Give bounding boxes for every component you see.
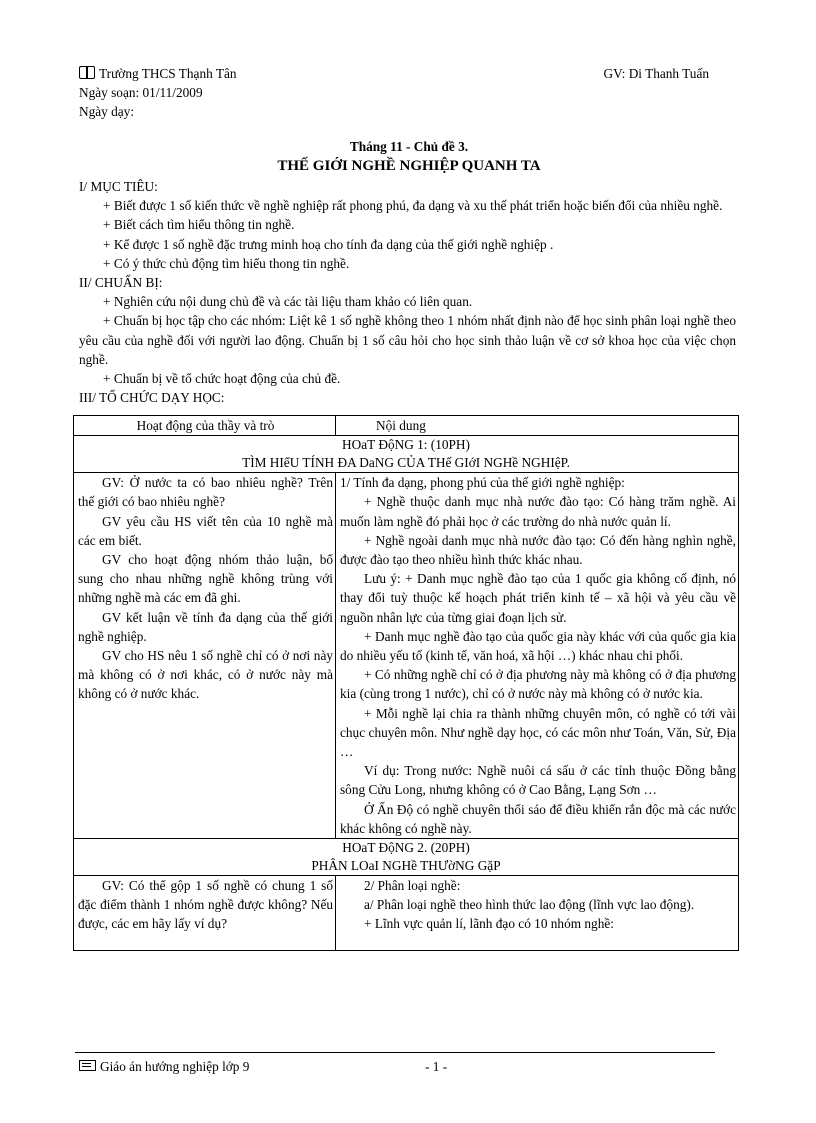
activity2-title: HOaT ĐộNG 2. (20PH) [342,840,470,856]
preparation-item: + Chuẩn bị học tập cho các nhóm: Liệt kê 1 số nghề không theo 1 nhóm nhất định nào để học sinh phân loại nghề theo yêu cầu của nghề đối với người lao động. Chuẩn bị 1 số câu hỏi cho học sinh thảo luận về cơ sở khoa học của việc chọn nghề. [79,313,736,367]
activity1-title-row [74,436,739,473]
section-heading-organization: III/ TỔ CHỨC DẠY HỌC: [79,390,225,406]
teacher-step: GV: Ở nước ta có bao nhiêu nghề? Trên thế giới có bao nhiêu nghề? [78,475,333,510]
teacher-step: GV yêu cầu HS viết tên của 10 nghề mà các em biết. [78,513,333,548]
content-item: + Danh mục nghề đào tạo của quốc gia này khác với của quốc gia kia do nhiều yếu tố (kinh tế, văn hoá, xã hội …) khác nhau chi phối. [340,628,736,664]
section-heading-objectives: I/ MỤC TIÊU: [79,179,158,194]
activity2-title-row [74,839,739,876]
activity1-title-cell [74,436,739,473]
activity2-title-cell [74,839,739,876]
activity2-content-row [74,876,739,951]
activity1-subtitle: TÌM HIểU TÍNH ĐA DaNG CỦA THế GIớI NGHề NGHIệP. [242,455,570,471]
content-item: Ví dụ: Trong nước: Nghề nuôi cá sấu ở các tỉnh thuộc Đồng bằng sông Cửu Long, nhưng không có ở Cao Bằng, Lạng Sơn … [340,763,736,798]
activity2-content-cell [336,876,739,951]
lesson-body [79,177,736,407]
page-footer [79,1058,719,1076]
objective-item: + Kể được 1 số nghề đặc trưng minh hoạ cho tính đa dạng của thế giới nghề nghiệp . [103,236,554,252]
teacher-name: GV: Di Thanh Tuấn [603,66,709,81]
page-header [79,64,709,121]
content-heading: 2/ Phân loại nghề: [364,878,461,894]
teacher-step: GV: Có thể gộp 1 số nghề có chung 1 số đặc điểm thành 1 nhóm nghề được không? Nếu được, các em hãy lấy ví dụ? [78,878,333,932]
objective-item: + Có ý thức chủ động tìm hiểu thong tin nghề. [103,255,350,271]
month-topic: Tháng 11 - Chủ đề 3. [349,139,469,154]
book-icon [79,66,95,79]
date-prepared: Ngày soạn: 01/11/2009 [79,85,203,100]
section-heading-preparation: II/ CHUẨN BỊ: [79,275,163,291]
footer-book: Giáo án hướng nghiệp lớp 9 [100,1059,250,1074]
content-item: + Mỗi nghề lại chia ra thành những chuyên môn, có nghề có tới vài chục chuyên môn. Như nghề dạy học, có các môn như Toán, Văn, Sử, Địa … [340,705,736,760]
footer-divider [75,1052,715,1053]
content-item: + Nghề thuộc danh mục nhà nước đào tạo: Có hàng trăm nghề. Ai muốn làm nghề đó phải học ở các trường do nhà nước quản lí. [340,494,736,529]
content-item: Lưu ý: + Danh mục nghề đào tạo của 1 quốc gia không cố định, nó thay đổi tuỳ thuộc kế hoạch phát triển kinh tế – xã hội và yêu cầu về nguồn nhân lực của từng giai đoạn lịch sử. [340,571,736,625]
table-header-row [74,416,739,436]
content-item: + Có những nghề chỉ có ở địa phương này mà không có ở địa phương kia (cùng trong 1 nước), chỉ có ở nước này mà không có ở nước kia. [340,667,736,702]
activity2-subtitle: PHÂN LOaI NGHề THƯờNG GặP [311,858,501,874]
lesson-table [73,415,739,951]
date-taught: Ngày dạy: [79,104,135,119]
page-title: THẾ GIỚI NGHỀ NGHIỆP QUANH TA [277,158,541,174]
content-heading: 1/ Tính đa dạng, phong phú của thế giới nghề nghiệp: [340,475,625,491]
column-header-left: Hoạt động của thầy và trò [74,416,336,436]
activity1-content-cell [336,473,739,839]
teacher-step: GV kết luận về tính đa dạng của thế giới nghề nghiệp. [78,609,333,644]
activity1-teacher-cell [74,473,336,839]
preparation-item: + Chuẩn bị về tổ chức hoạt động của chủ đề. [103,371,341,387]
activity2-teacher-cell [74,876,336,951]
activity1-content-row [74,473,739,839]
preparation-item: + Nghiên cứu nội dung chủ đề và các tài liệu tham khảo có liên quan. [103,294,473,310]
content-item: + Nghề ngoài danh mục nhà nước đào tạo: Có đến hàng nghìn nghề, được đào tạo theo nhiều hình thức khác nhau. [340,532,736,568]
document-icon [79,1060,96,1071]
content-item: a/ Phân loại nghề theo hình thức lao động (lĩnh vực lao động). [364,897,695,913]
content-item: + Lĩnh vực quản lí, lãnh đạo có 10 nhóm nghề: [364,916,614,932]
column-header-right: Nội dung [336,416,739,436]
objective-item: + Biết cách tìm hiểu thông tin nghề. [103,217,295,233]
content-item: Ở Ấn Độ có nghề chuyên thổi sáo để điều khiển rắn độc mà các nước khác không có nghề này. [340,801,736,836]
objective-item: + Biết được 1 số kiến thức về nghề nghiệp rất phong phú, đa dạng và xu thế phát triển hoặc biến đổi của nhiều nghề. [103,198,723,214]
page-number: - 1 - [425,1059,448,1074]
teacher-step: GV cho HS nêu 1 số nghề chỉ có ở nơi này mà không có ở nơi khác, có ở nước này mà không có ở nước khác. [78,648,333,702]
teacher-step: GV cho hoạt động nhóm thảo luận, bổ sung cho nhau những nghề không trùng với những nghề mà các em đã ghi. [78,552,333,606]
activity1-title: HOaT ĐộNG 1: (10PH) [342,437,470,453]
school-name: Trường THCS Thạnh Tân [79,64,237,83]
